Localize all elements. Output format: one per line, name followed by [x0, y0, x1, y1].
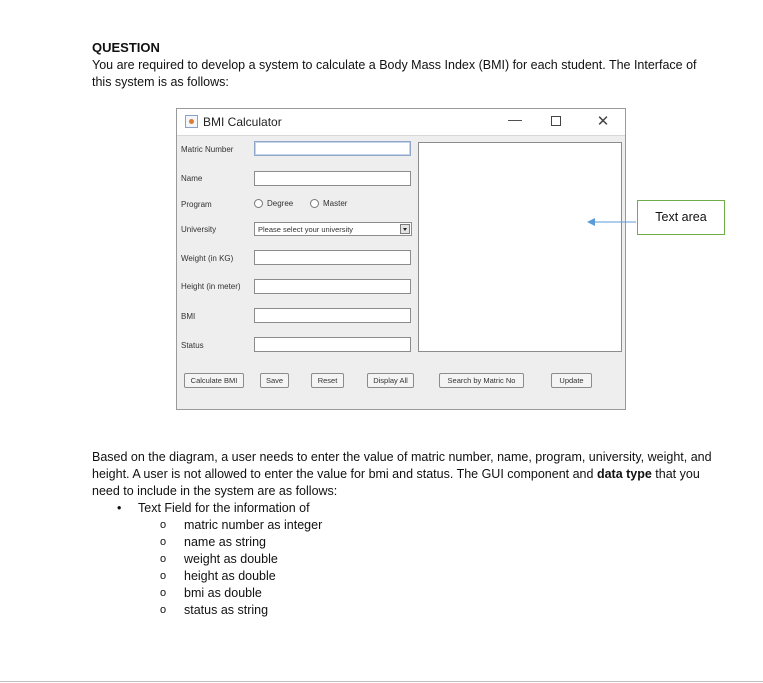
circle-bullet-icon: o — [160, 570, 167, 582]
circle-bullet-icon: o — [160, 604, 167, 616]
window-titlebar — [177, 109, 625, 136]
page-bottom-rule — [0, 681, 763, 682]
list-item-text: name as string — [184, 535, 266, 549]
list-item-text: height as double — [184, 569, 276, 583]
university-dropdown[interactable] — [254, 222, 412, 236]
calculate-bmi-button[interactable]: Calculate BMI — [184, 373, 244, 388]
bmi-label: BMI — [181, 312, 196, 321]
degree-radio-circle[interactable] — [254, 199, 263, 208]
status-label: Status — [181, 341, 204, 350]
question-heading: QUESTION — [92, 40, 160, 55]
search-by-matric-button[interactable]: Search by Matric No — [439, 373, 524, 388]
name-label: Name — [181, 174, 203, 183]
university-label: University — [181, 225, 217, 234]
matric-number-label: Matric Number — [181, 145, 234, 154]
result-text-area[interactable] — [418, 142, 622, 352]
reset-button[interactable]: Reset — [311, 373, 344, 388]
java-app-icon — [185, 115, 198, 128]
annotation-arrow-icon — [585, 212, 637, 232]
list-item-text: weight as double — [184, 552, 278, 566]
data-type-emphasis: data type — [596, 467, 652, 481]
bmi-calculator-window — [176, 108, 626, 410]
list-item-text: matric number as integer — [184, 518, 323, 532]
name-input[interactable] — [254, 171, 411, 186]
display-all-button[interactable]: Display All — [367, 373, 414, 388]
requirements-text-part2: that you need to include in the system are as follows: — [92, 467, 700, 498]
master-radio-label: Master — [323, 199, 348, 208]
window-title: BMI Calculator — [203, 115, 282, 129]
circle-bullet-icon: o — [160, 519, 167, 531]
list-item-text: bmi as double — [184, 586, 262, 600]
master-radio-circle[interactable] — [310, 199, 319, 208]
bullet-dot-icon: • — [117, 501, 122, 515]
save-button[interactable]: Save — [260, 373, 289, 388]
circle-bullet-icon: o — [160, 536, 167, 548]
list-item-text: status as string — [184, 603, 269, 617]
minimize-button[interactable]: — — [508, 111, 522, 127]
bmi-output — [254, 308, 411, 323]
program-label: Program — [181, 200, 212, 209]
maximize-button[interactable] — [551, 116, 561, 126]
matric-number-input[interactable] — [254, 141, 411, 156]
circle-bullet-icon: o — [160, 553, 167, 565]
university-selected-value: Please select your university — [258, 225, 354, 234]
degree-radio-label: Degree — [267, 199, 294, 208]
height-input[interactable] — [254, 279, 411, 294]
requirements-paragraph — [92, 449, 717, 500]
weight-label: Weight (in KG) — [181, 254, 234, 263]
weight-input[interactable] — [254, 250, 411, 265]
dropdown-arrow-icon[interactable] — [400, 224, 410, 234]
text-area-annotation: Text area — [637, 200, 725, 235]
update-button[interactable]: Update — [551, 373, 592, 388]
close-button[interactable]: ✕ — [596, 113, 610, 130]
height-label: Height (in meter) — [181, 282, 241, 291]
requirements-text-part1: Based on the diagram, a user needs to enter the value of matric number, name, program, university, weight, and height. A user is not allowed to enter the value for bmi and status. The GUI component and — [92, 450, 712, 481]
intro-paragraph: You are required to develop a system to calculate a Body Mass Index (BMI) for each student. The Interface of this system is as follows: — [92, 58, 697, 89]
status-output — [254, 337, 411, 352]
circle-bullet-icon: o — [160, 587, 167, 599]
bullet-text: Text Field for the information of — [138, 501, 310, 515]
